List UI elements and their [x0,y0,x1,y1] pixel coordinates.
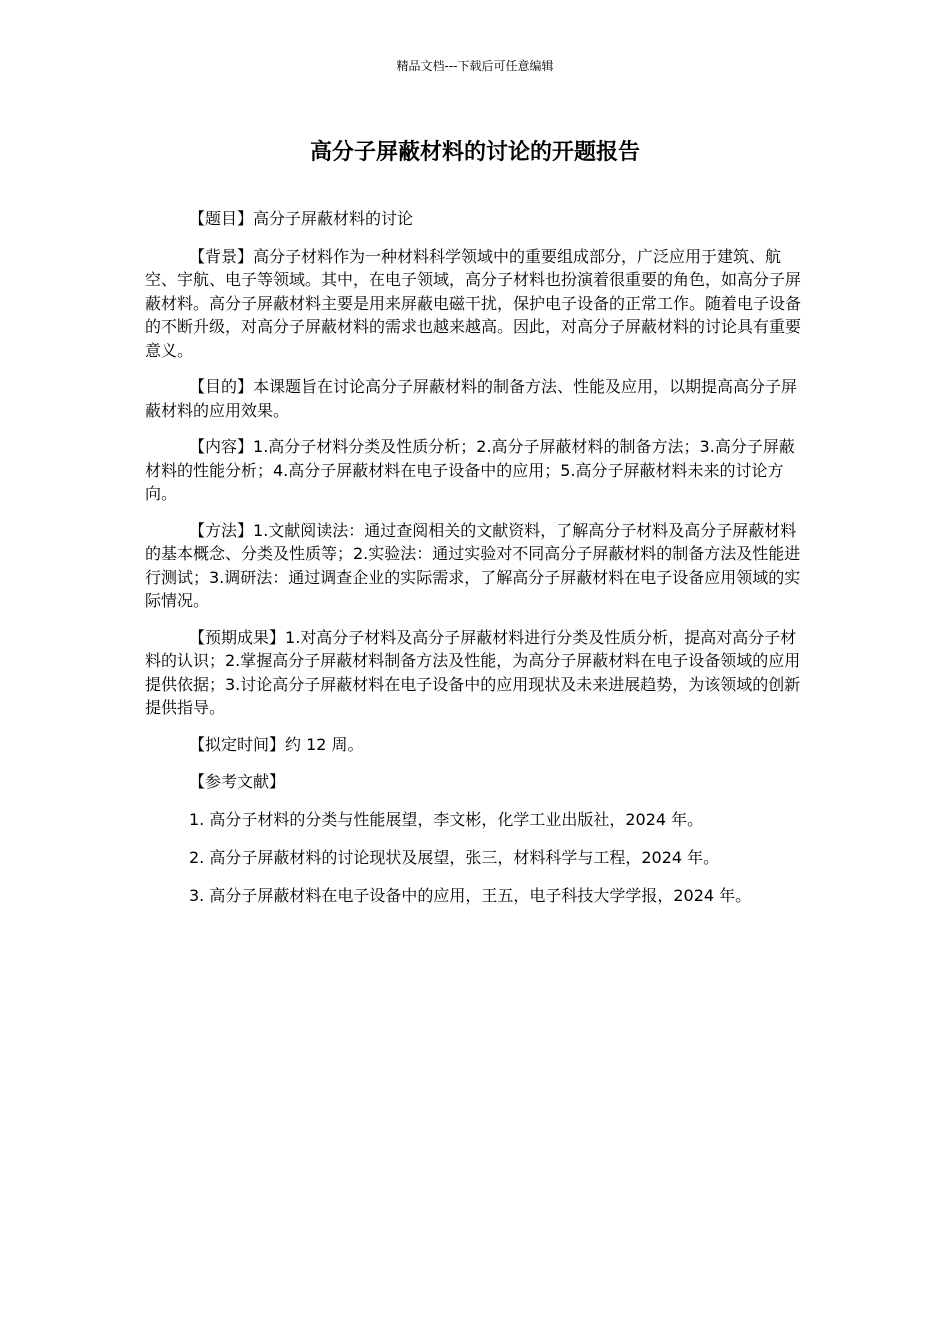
references-heading [145,770,810,794]
topic-paragraph [145,207,810,231]
background-text: 高分子材料作为一种材料科学领域中的重要组成部分，广泛应用于建筑、航空、宇航、电子等领域。其中，在电子领域，高分子材料也扮演着很重要的角色，如高分子屏蔽材料。高分子屏蔽材料主要是用来屏蔽电磁干扰，保护电子设备的正常工作。随着电子设备的不断升级，对高分子屏蔽材料的需求也越来越高。因此，对高分子屏蔽材料的讨论具有重要意义。 [145,246,802,360]
expected-results-paragraph [145,626,810,720]
background-label: 【背景】 [189,246,254,266]
purpose-paragraph [145,375,810,422]
reference-item: 2. 高分子屏蔽材料的讨论现状及展望，张三，材料科学与工程，2024 年。 [189,847,720,867]
document-body [145,207,810,922]
schedule-label: 【拟定时间】 [189,734,286,754]
header-note: 精品文档---下载后可任意编辑 [396,59,554,73]
method-text: 1.文献阅读法：通过查阅相关的文献资料，了解高分子材料及高分子屏蔽材料的基本概念、分类及性质等；2.实验法：通过实验对不同高分子屏蔽材料的制备方法及性能进行测试；3.调研法：通过调查企业的实际需求，了解高分子屏蔽材料在电子设备应用领域的实际情况。 [145,520,801,610]
expected-results-text: 1.对高分子材料及高分子屏蔽材料进行分类及性质分析，提高对高分子材料的认识；2.掌握高分子屏蔽材料制备方法及性能，为高分子屏蔽材料在电子设备领域的应用提供依据；3.讨论高分子屏蔽材料在电子设备中的应用现状及未来进展趋势，为该领域的创新提供指导。 [145,627,801,717]
method-label: 【方法】 [189,520,254,540]
content-text: 1.高分子材料分类及性质分析；2.高分子屏蔽材料的制备方法；3.高分子屏蔽材料的性能分析；4.高分子屏蔽材料在电子设备中的应用；5.高分子屏蔽材料未来的讨论方向。 [145,437,795,503]
reference-item: 1. 高分子材料的分类与性能展望，李文彬，化学工业出版社，2024 年。 [189,809,704,829]
reference-item: 3. 高分子屏蔽材料在电子设备中的应用，王五，电子科技大学学报，2024 年。 [189,885,752,905]
topic-text: 高分子屏蔽材料的讨论 [253,209,414,228]
background-paragraph [145,245,810,363]
expected-results-label: 【预期成果】 [189,627,286,647]
topic-label: 【题目】 [189,209,254,228]
purpose-text: 本课题旨在讨论高分子屏蔽材料的制备方法、性能及应用，以期提高高分子屏蔽材料的应用效果。 [145,377,798,420]
content-label: 【内容】 [189,437,254,456]
content-paragraph [145,435,810,506]
document-title: 高分子屏蔽材料的讨论的开题报告 [309,140,640,165]
references-list [145,808,810,908]
schedule-text: 约 12 周。 [285,734,364,754]
method-paragraph [145,519,810,613]
references-label: 【参考文献】 [189,772,286,791]
purpose-label: 【目的】 [189,377,254,396]
schedule-paragraph [145,733,810,757]
